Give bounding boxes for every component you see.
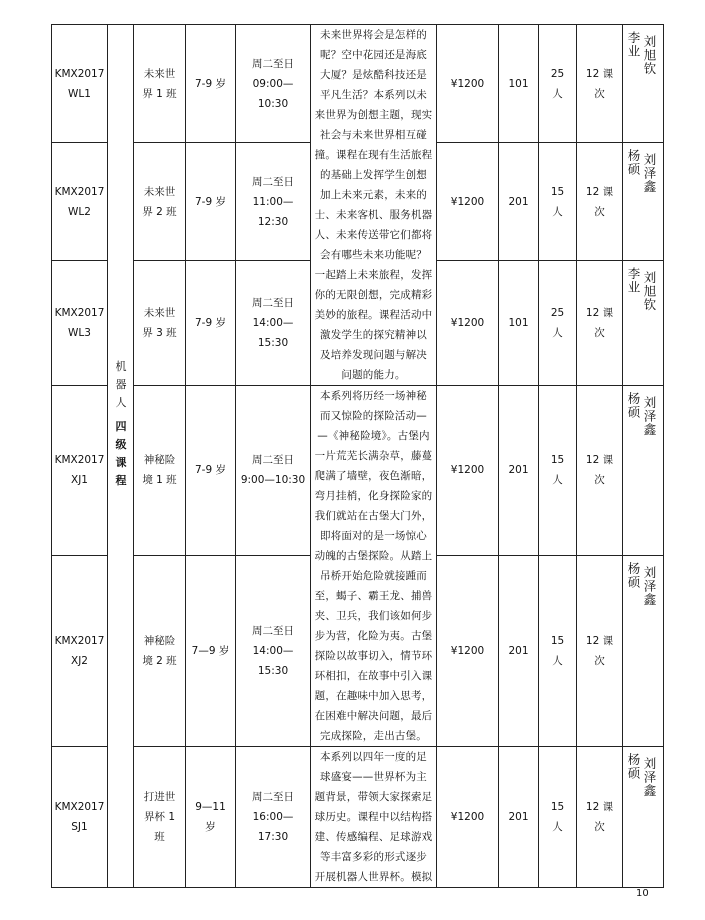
capacity: 15 人 <box>539 143 577 261</box>
assistant-teacher: 刘旭钦 <box>642 35 657 76</box>
price: ¥1200 <box>437 261 499 386</box>
price: ¥1200 <box>437 25 499 143</box>
lesson-count: 12 课 次 <box>577 747 623 888</box>
course-code: KMX2017 WL2 <box>52 143 108 261</box>
course-name: 神秘险 境 2 班 <box>134 555 186 746</box>
lesson-count: 12 课 次 <box>577 143 623 261</box>
room: 201 <box>499 143 539 261</box>
capacity: 15 人 <box>539 747 577 888</box>
category-char: 器 <box>115 378 127 391</box>
category-char: 程 <box>115 474 127 487</box>
teacher-cell <box>623 747 664 888</box>
schedule: 周二至日 14:00— 15:30 <box>236 261 311 386</box>
capacity: 25 人 <box>539 25 577 143</box>
teacher-cell <box>623 143 664 261</box>
age-range: 7-9 岁 <box>186 261 236 386</box>
course-table <box>51 24 664 888</box>
teacher-cell <box>623 555 664 746</box>
price: ¥1200 <box>437 143 499 261</box>
course-code: KMX2017 XJ2 <box>52 555 108 746</box>
category-char: 四 <box>115 420 127 433</box>
course-name: 未来世 界 1 班 <box>134 25 186 143</box>
course-description-world-cup: 本系列以四年一度的足 球盛宴——世界杯为主 题背景，带领大家探索足 球历史。课程中以结构搭 建、传感编程、足球游戏 等丰富多彩的形式逐步 开展机器人世界杯。模拟 <box>311 747 437 888</box>
category-char: 课 <box>115 456 127 469</box>
price: ¥1200 <box>437 747 499 888</box>
age-range: 7-9 岁 <box>186 25 236 143</box>
age-range: 7-9 岁 <box>186 143 236 261</box>
course-description-future-world: 未来世界将会是怎样的 呢？空中花园还是海底 大厦？是炫酷科技还是 平凡生活？本系列以未 来世界为创想主题，现实 社会与未来世界相互碰 撞。课程在现有生活旅程 的基础上发挥学生创想 加上未来元素，未来的 士、未来客机、服务机器 人、未来传送带它们都将 会有哪些未来功能呢？ 一起踏上未来旅程，发挥 你的无限创想，完成精彩 美妙的旅程。课程活动中 激发学生的探究精神以 及培养发现问题与解决 问题的能力。 <box>311 25 437 386</box>
table-row <box>52 747 664 888</box>
room: 101 <box>499 25 539 143</box>
lesson-count: 12 课 次 <box>577 555 623 746</box>
course-name: 神秘险 境 1 班 <box>134 386 186 556</box>
schedule: 周二至日 11:00— 12:30 <box>236 143 311 261</box>
assistant-teacher: 刘旭钦 <box>642 271 657 312</box>
course-description-mystery: 本系列将历经一场神秘 而又惊险的探险活动— —《神秘险境》。古堡内 一片荒芜长满杂草，藤蔓 爬满了墙壁，夜色渐暗， 弯月挂梢，化身探险家的 我们就站在古堡大门外， 即将面对的是一场惊心 动魄的古堡探险。从踏上 吊桥开始危险就接踵而 至，蝎子、霸王龙、捕兽 夹、卫兵，我们该如何步 步为营，化险为夷。古堡 探险以故事切入，情节环 环相扣，在故事中引入课 题，在趣味中加入思考， 在困难中解决问题，最后 完成探险，走出古堡。 <box>311 386 437 747</box>
table-row <box>52 25 664 143</box>
schedule: 周二至日 14:00— 15:30 <box>236 555 311 746</box>
capacity: 15 人 <box>539 555 577 746</box>
schedule: 周二至日 09:00— 10:30 <box>236 25 311 143</box>
teacher-cell <box>623 386 664 556</box>
main-teacher: 杨硕 <box>626 753 641 780</box>
category-char: 级 <box>115 438 127 451</box>
category-char: 人 <box>115 396 127 409</box>
main-teacher: 李业 <box>626 267 641 295</box>
price: ¥1200 <box>437 386 499 556</box>
table-row <box>52 386 664 556</box>
assistant-teacher: 刘泽鑫 <box>642 396 657 437</box>
main-teacher: 李业 <box>626 31 641 58</box>
teacher-cell <box>623 261 664 386</box>
assistant-teacher: 刘泽鑫 <box>642 757 657 798</box>
lesson-count: 12 课 次 <box>577 386 623 556</box>
course-code: KMX2017 XJ1 <box>52 386 108 556</box>
course-code: KMX2017 WL1 <box>52 25 108 143</box>
lesson-count: 12 课 次 <box>577 261 623 386</box>
schedule: 周二至日 16:00— 17:30 <box>236 747 311 888</box>
course-name: 未来世 界 3 班 <box>134 261 186 386</box>
assistant-teacher: 刘泽鑫 <box>642 565 657 607</box>
course-name: 打进世 界杯 1 班 <box>134 747 186 888</box>
lesson-count: 12 课 次 <box>577 25 623 143</box>
room: 201 <box>499 747 539 888</box>
category-char: 机 <box>115 360 127 373</box>
page-number: 10 <box>636 888 649 899</box>
schedule: 周二至日 9:00—10:30 <box>236 386 311 556</box>
age-range: 7-9 岁 <box>186 386 236 556</box>
room: 201 <box>499 555 539 746</box>
capacity: 25 人 <box>539 261 577 386</box>
main-teacher: 杨硕 <box>626 561 641 589</box>
capacity: 15 人 <box>539 386 577 556</box>
price: ¥1200 <box>437 555 499 746</box>
age-range: 7—9 岁 <box>186 555 236 746</box>
main-teacher: 杨硕 <box>626 149 641 177</box>
assistant-teacher: 刘泽鑫 <box>642 153 657 194</box>
course-code: KMX2017 SJ1 <box>52 747 108 888</box>
age-range: 9—11 岁 <box>186 747 236 888</box>
category-label <box>108 358 134 490</box>
course-code: KMX2017 WL3 <box>52 261 108 386</box>
room: 201 <box>499 386 539 556</box>
course-name: 未来世 界 2 班 <box>134 143 186 261</box>
main-teacher: 杨硕 <box>626 392 641 419</box>
teacher-cell <box>623 25 664 143</box>
room: 101 <box>499 261 539 386</box>
